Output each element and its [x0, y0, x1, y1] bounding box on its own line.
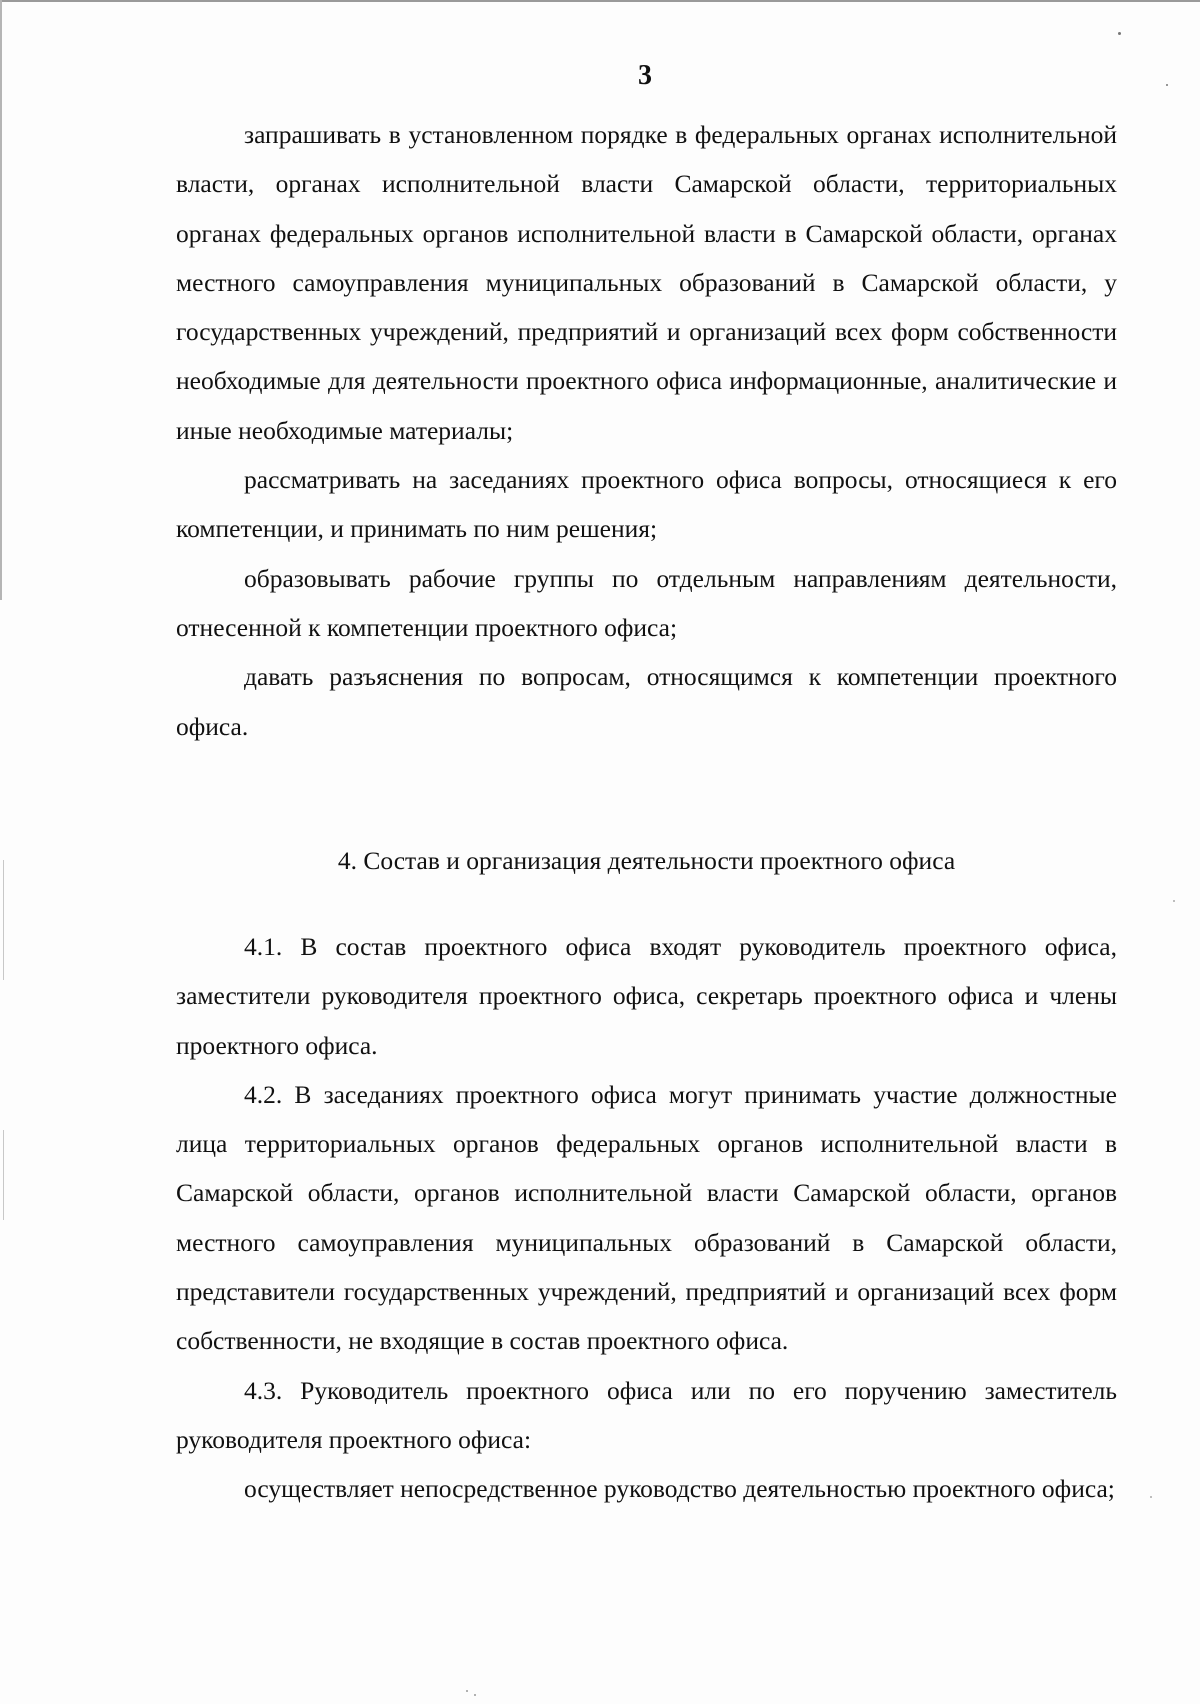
scan-top-edge	[0, 0, 1200, 2]
paragraph: рассматривать на заседаниях проектного офиса вопросы, относящиеся к его компетенции, и принимать по ним решения;	[176, 465, 1117, 544]
scan-speck	[466, 1690, 468, 1692]
page-number: 3	[638, 60, 652, 91]
scan-left-mark	[3, 1130, 4, 1220]
section-heading: 4. Состав и организация деятельности проектного офиса	[337, 846, 956, 875]
scan-speck	[1173, 900, 1175, 902]
scan-left-mark	[3, 860, 4, 980]
paragraph: запрашивать в установленном порядке в федеральных органах исполнительной власти, органах исполнительной власти Самарской области, территориальных органах федеральных органов исполнительной власти в Самарской области, органах местного самоуправления муниципальных образований в Самарской области, у государственных учреждений, предприятий и организаций всех форм собственности необходимые для деятельности проектного офиса информационные, аналитические и иные необходимые материалы;	[176, 120, 1117, 445]
paragraph: 4.2. В заседаниях проектного офиса могут принимать участие должностные лица территориальных органов федеральных органов исполнительной власти в Самарской области, органов исполнительной власти Самарской области, органов местного самоуправления муниципальных образований в Самарской области, представители государственных учреждений, предприятий и организаций всех форм собственности, не входящие в состав проектного офиса.	[176, 1079, 1117, 1356]
paragraph: давать разъяснения по вопросам, относящимся к компетенции проектного офиса.	[176, 662, 1117, 741]
scan-speck	[474, 1694, 476, 1696]
scan-speck	[1150, 1496, 1152, 1498]
section-heading-container	[176, 836, 1117, 885]
paragraph: осуществляет непосредственное руководство деятельностью проектного офиса;	[244, 1474, 1115, 1504]
paragraph: образовывать рабочие группы по отдельным направлениям деятельности, отнесенной к компетенции проектного офиса;	[176, 563, 1117, 642]
paragraphs-block-2	[176, 922, 1117, 1514]
paragraph: 4.1. В состав проектного офиса входят руководитель проектного офиса, заместители руководителя проектного офиса, секретарь проектного офиса и члены проектного офиса.	[176, 932, 1117, 1060]
paragraphs-block-1	[176, 110, 1117, 751]
paragraph: 4.3. Руководитель проектного офиса или по его поручению заместитель руководителя проектного офиса:	[176, 1375, 1117, 1454]
scan-speck	[1118, 32, 1121, 35]
